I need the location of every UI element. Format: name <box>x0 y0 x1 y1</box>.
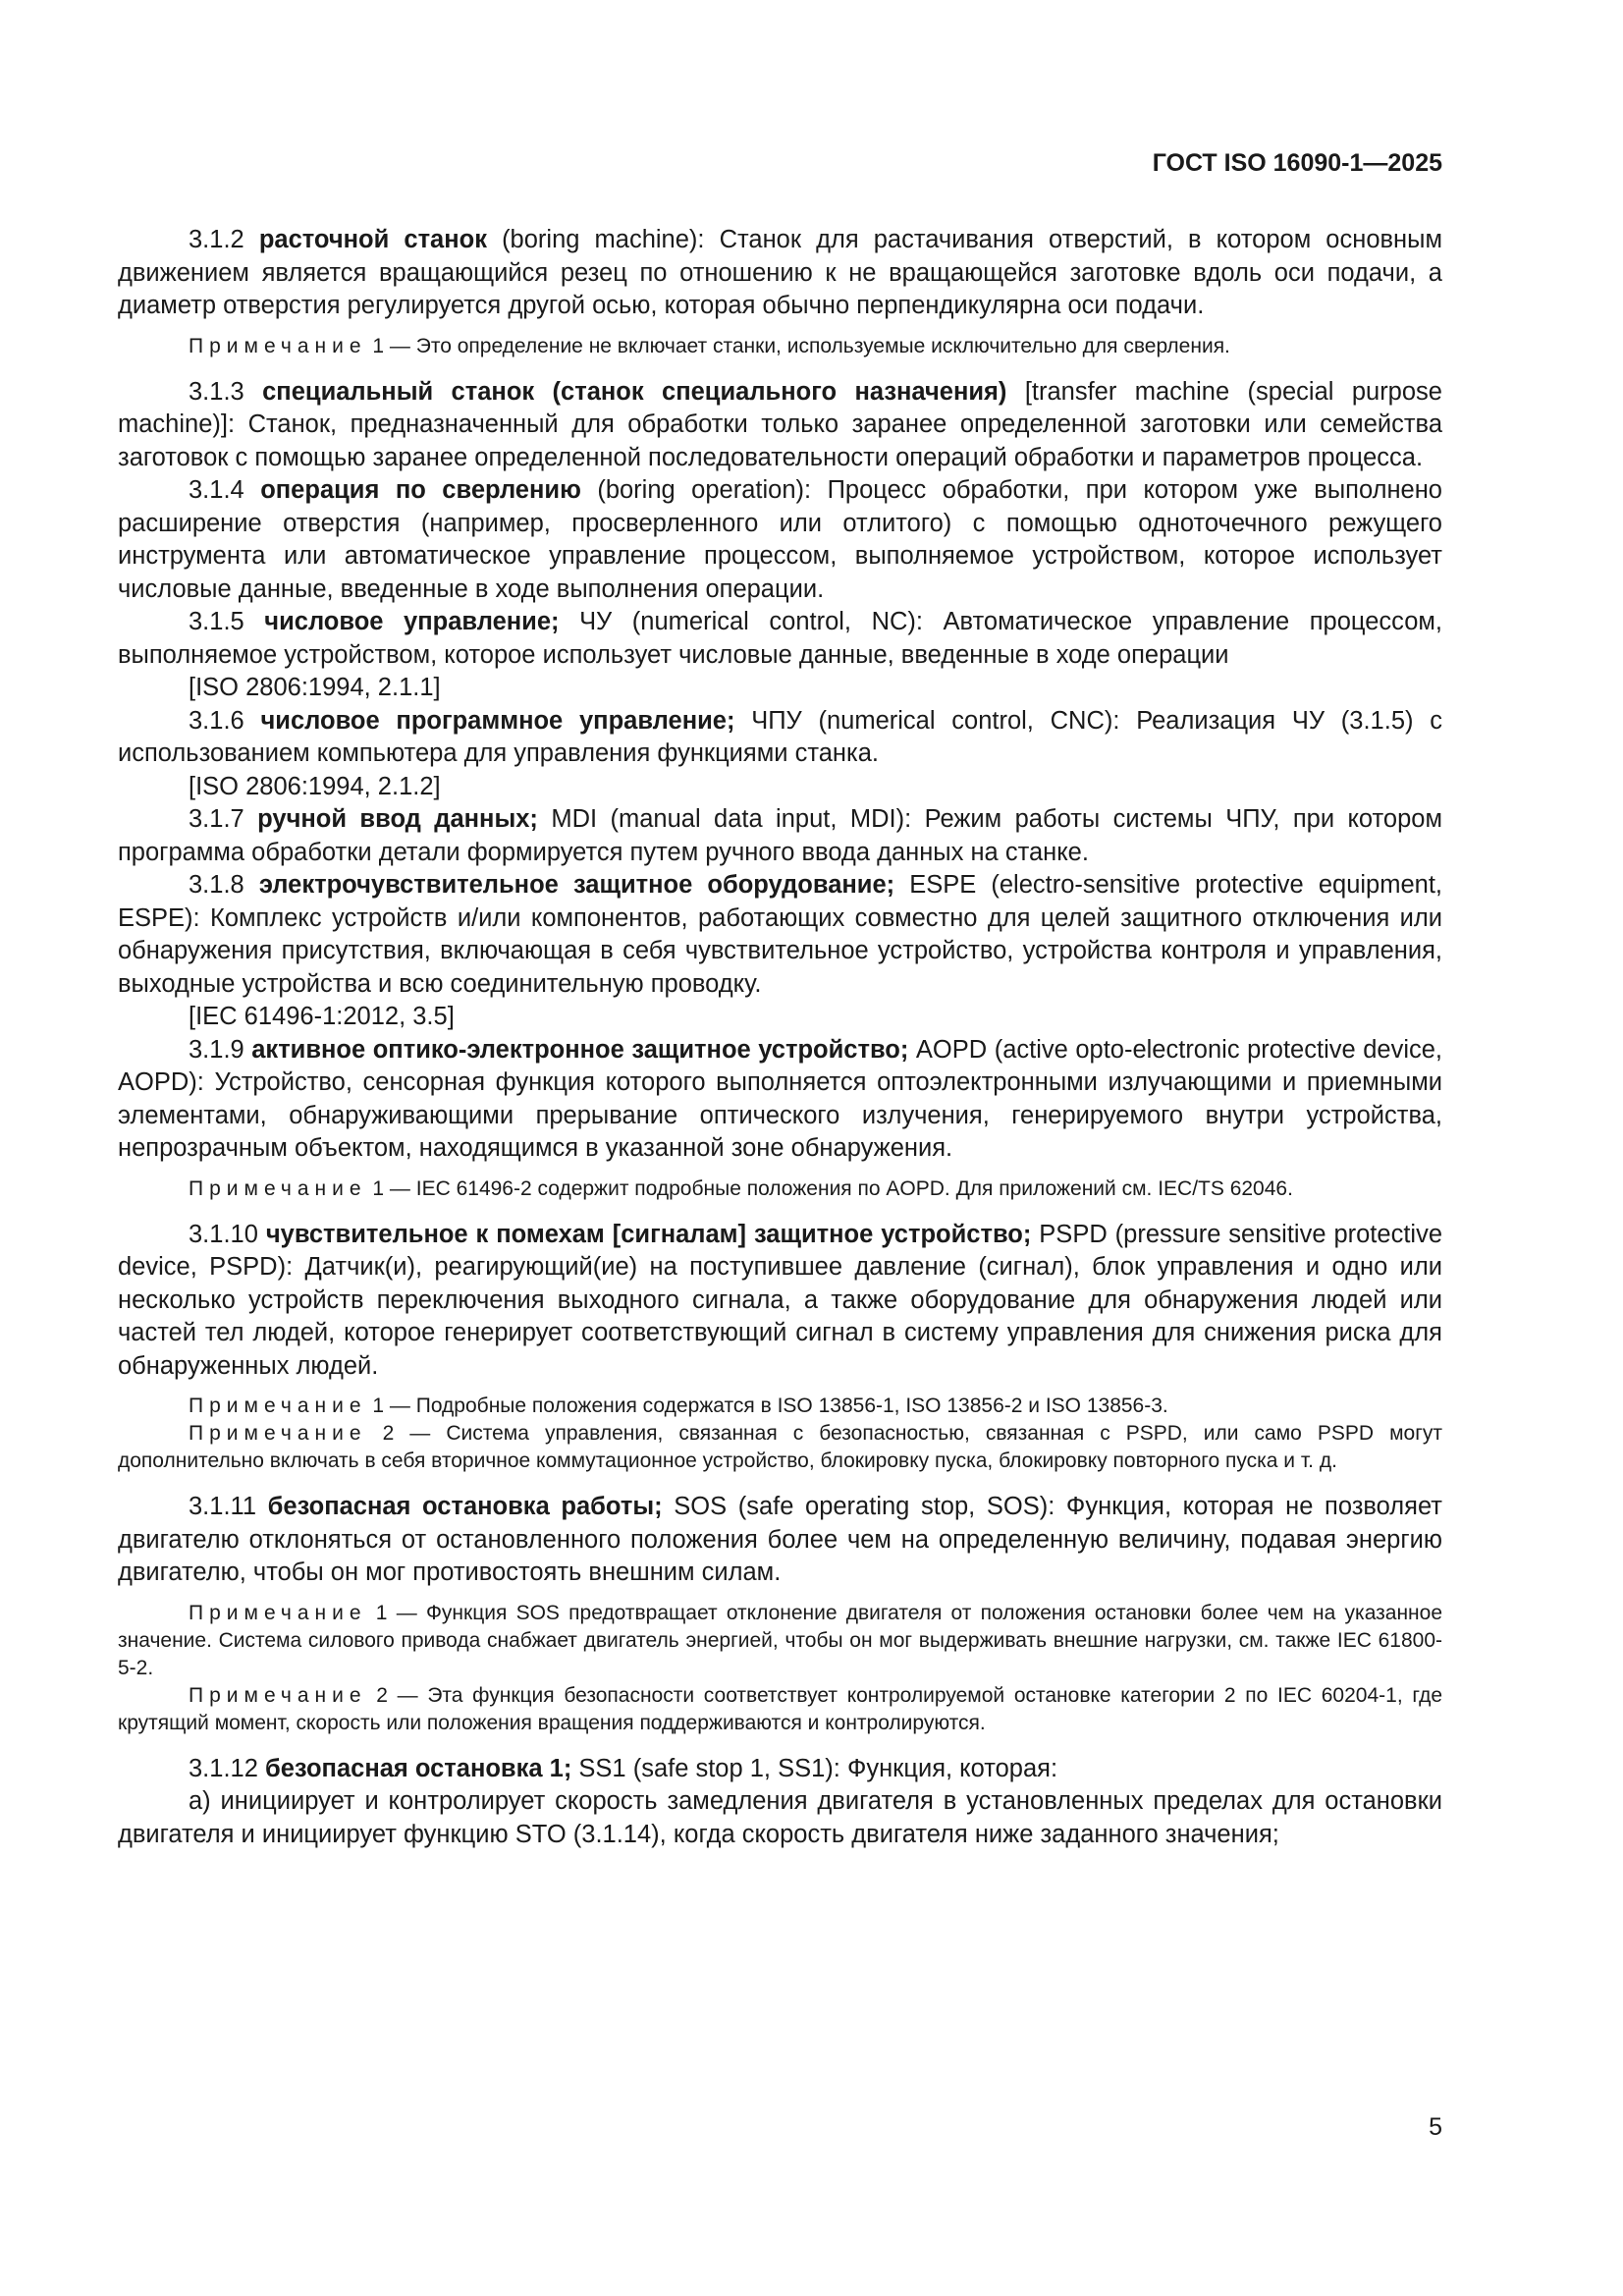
note-text: 1 — Функция SOS предотвращает отклонение двигателя от положения остановки более чем на указанное значение. Система силового привода снабжает двигатель энергией, чтобы он мог выдерживать внешние нагрузки, см. также IEC 61800-5-2. <box>118 1601 1442 1679</box>
term-3-1-7 <box>118 803 1442 869</box>
term-definition: (boring machine): Станок для растачивания отверстий, в котором основным движением является вращающийся резец по отношению к не вращающейся заготовке вдоль оси подачи, а диаметр отверстия регулируется другой осью, которая обычно перпендикулярна оси подачи. <box>118 226 1442 319</box>
term-definition: MDI (manual data input, MDI): Режим работы системы ЧПУ, при котором программа обработки детали формируется путем ручного ввода данных на станке. <box>118 805 1443 866</box>
note <box>118 1600 1442 1682</box>
term-definition: SS1 (safe stop 1, SS1): Функция, которая: <box>571 1754 1058 1782</box>
term-title: числовое программное управление; <box>260 706 735 735</box>
note-label: Примечание <box>189 1683 367 1707</box>
term-3-1-11 <box>118 1491 1442 1590</box>
note-label: Примечание <box>189 1601 367 1624</box>
note-text: 1 — Подробные положения содержатся в ISO 13856-1, ISO 13856-2 и ISO 13856-3. <box>366 1394 1168 1417</box>
term-title: расточной станок <box>258 226 487 253</box>
term-number: 3.1.6 <box>189 706 244 735</box>
term-number: 3.1.8 <box>189 871 244 899</box>
term-3-1-3 <box>118 376 1442 475</box>
term-title: операция по сверлению <box>260 476 581 504</box>
note-text: 2 — Эта функция безопасности соответствует контролируемой остановке категории 2 по IEC 60204-1, где крутящий момент, скорость или положения вращения поддерживаются и контролируются. <box>118 1683 1442 1734</box>
term-3-1-5 <box>118 606 1442 672</box>
term-title: числовое управление; <box>264 608 560 635</box>
term-definition: AOPD (active opto-electronic protective device, AOPD): Устройство, сенсорная функция которого выполняется оптоэлектронными излучающими и приемными элементами, обнаруживающими прерывание оптического излучения, генерируемого внутри устройства, непрозрачным объектом, находящимся в указанной зоне обнаружения. <box>118 1035 1442 1162</box>
note <box>118 1420 1442 1475</box>
term-definition: [transfer machine (special purpose machine)]: Станок, предназначенный для обработки только заранее определенной заготовки или семейства заготовок с помощью заранее определенной последовательности операций обработки и параметров процесса. <box>118 377 1442 471</box>
term-title: специальный станок (станок специального назначения) <box>262 377 1007 406</box>
term-definition: ESPE (electro-sensitive protective equipment, ESPE): Комплекс устройств и/или компонентов, работающих совместно для целей защитного отключения или обнаружения присутствия, включающая в себя чувствительное устройство, устройства контроля и управления, выходные устройства и всю соединительную проводку. <box>118 871 1442 998</box>
note-label: Примечание <box>189 1394 367 1417</box>
term-3-1-8 <box>118 869 1442 1001</box>
term-3-1-4 <box>118 474 1442 606</box>
term-definition: (boring operation): Процесс обработки, при котором уже выполнено расширение отверстия (например, просверленного или отлитого) с помощью одноточечного режущего инструмента или автоматическое управление процессом, выполняемое устройством, которое использует числовые данные, введенные в ходе выполнения операции. <box>118 476 1442 603</box>
term-title: чувствительное к помехам [сигналам] защитное устройство; <box>265 1220 1032 1248</box>
term-3-1-6 <box>118 705 1442 771</box>
term-title: активное оптико-электронное защитное устройство; <box>251 1035 909 1064</box>
note <box>118 1175 1442 1203</box>
term-definition: ЧУ (numerical control, NC): Автоматическое управление процессом, выполняемое устройством, которое использует числовые данные, введенные в ходе операции <box>118 608 1443 669</box>
term-number: 3.1.3 <box>189 377 244 406</box>
term-number: 3.1.7 <box>189 805 244 833</box>
note-text: 1 — IEC 61496-2 содержит подробные положения по AOPD. Для приложений см. IEC/TS 62046. <box>366 1176 1293 1200</box>
source-reference: [IEC 61496-1:2012, 3.5] <box>189 1003 455 1030</box>
document-body <box>118 224 1442 1851</box>
term-definition: ЧПУ (numerical control, CNC): Реализация ЧУ (3.1.5) с использованием компьютера для управления функциями станка. <box>118 706 1442 767</box>
term-title: безопасная остановка работы; <box>267 1493 663 1520</box>
source-reference: [ISO 2806:1994, 2.1.2] <box>189 772 441 800</box>
term-3-1-9 <box>118 1034 1442 1166</box>
term-number: 3.1.5 <box>189 608 244 635</box>
term-number: 3.1.4 <box>189 476 244 504</box>
list-item-a: а) инициирует и контролирует скорость замедления двигателя в установленных пределах для остановки двигателя и инициирует функцию STO (3.1.14), когда скорость двигателя ниже заданного значения; <box>118 1787 1442 1848</box>
note-label: Примечание <box>189 1176 367 1200</box>
term-definition: PSPD (pressure sensitive protective device, PSPD): Датчик(и), реагирующий(ие) на поступившее давление (сигнал), блок управления и одно или несколько устройств переключения выходного сигнала, а также оборудование для обнаружения людей или частей тел людей, которое генерирует соответствующий сигнал в систему управления для снижения риска для обнаруженных людей. <box>118 1220 1442 1380</box>
term-definition: SOS (safe operating stop, SOS): Функция, которая не позволяет двигателю отклоняться от остановленного положения более чем на определенную величину, подавая энергию двигателю, чтобы он мог противостоять внешним силам. <box>118 1493 1442 1586</box>
term-number: 3.1.2 <box>189 226 244 253</box>
term-3-1-12 <box>118 1753 1442 1786</box>
term-title: ручной ввод данных; <box>257 805 538 833</box>
term-3-1-10 <box>118 1219 1442 1384</box>
term-number: 3.1.11 <box>189 1493 257 1520</box>
term-3-1-2 <box>118 224 1442 323</box>
note-label: Примечание <box>189 1422 367 1445</box>
note-text: 2 — Система управления, связанная с безопасностью, связанная с PSPD, или само PSPD могут дополнительно включать в себя вторичное коммутационное устройство, блокировку пуска, блокировку повторного пуска и т. д. <box>118 1422 1442 1472</box>
page-number: 5 <box>1429 2113 1442 2141</box>
term-number: 3.1.12 <box>189 1754 258 1782</box>
note <box>118 1393 1442 1420</box>
source-reference: [ISO 2806:1994, 2.1.1] <box>189 674 441 701</box>
note-text: 1 — Это определение не включает станки, используемые исключительно для сверления. <box>366 334 1230 357</box>
document-header: ГОСТ ISO 16090-1—2025 <box>1152 149 1442 177</box>
note <box>118 1682 1442 1737</box>
term-title: электрочувствительное защитное оборудование; <box>258 871 895 899</box>
term-number: 3.1.10 <box>189 1220 258 1248</box>
note-label: Примечание <box>189 334 367 357</box>
term-number: 3.1.9 <box>189 1035 244 1064</box>
term-title: безопасная остановка 1; <box>265 1754 572 1782</box>
note <box>118 333 1442 360</box>
